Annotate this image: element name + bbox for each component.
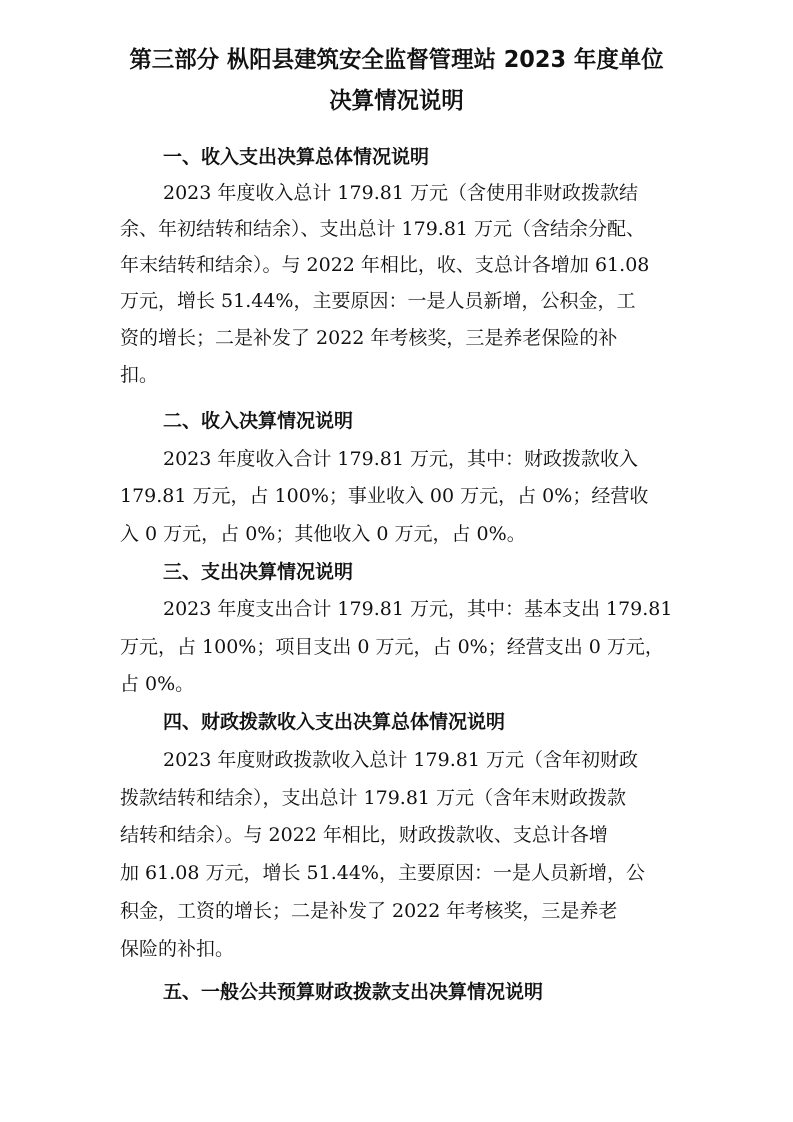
section-1-line-6: 扣。	[120, 364, 159, 386]
section-4-line-6: 保险的补扣。	[120, 938, 235, 960]
section-1-line-1: 2023 年度收入总计 179.81 万元（含使用非财政拨款结	[163, 182, 638, 204]
section-2-line-3: 入 0 万元，占 0%；其他收入 0 万元，占 0%。	[120, 523, 526, 545]
section-4-line-2: 拨款结转和结余），支出总计 179.81 万元（含年末财政拨款	[120, 787, 627, 809]
section-1-line-5: 资的增长；二是补发了 2022 年考核奖，三是养老保险的补	[120, 327, 618, 349]
section-1-line-3: 年末结转和结余）。与 2022 年相比，收、支总计各增加 61.08	[120, 254, 650, 276]
section-4-line-3: 结转和结余）。与 2022 年相比，财政拨款收、支总计各增	[120, 824, 608, 846]
page-title-line-2: 决算情况说明	[329, 88, 464, 114]
section-4-line-1: 2023 年度财政拨款收入总计 179.81 万元（含年初财政	[163, 749, 638, 771]
section-3-line-1: 2023 年度支出合计 179.81 万元，其中：基本支出 179.81	[163, 598, 673, 620]
section-heading-1: 一、收入支出决算总体情况说明	[163, 146, 430, 168]
section-1-line-2: 余、年初结转和结余）、支出总计 179.81 万元（含结余分配、	[120, 218, 646, 240]
section-1-line-4: 万元，增长 51.44%，主要原因：一是人员新增，公积金，工	[120, 290, 636, 312]
section-heading-4: 四、财政拨款收入支出决算总体情况说明	[163, 711, 506, 733]
section-3-line-3: 占 0%。	[120, 673, 195, 695]
section-heading-5: 五、一般公共预算财政拨款支出决算情况说明	[163, 981, 544, 1003]
section-4-line-5: 积金，工资的增长；二是补发了 2022 年考核奖，三是养老	[120, 900, 618, 922]
section-4-line-4: 加 61.08 万元，增长 51.44%，主要原因：一是人员新增，公	[120, 862, 645, 884]
section-heading-3: 三、支出决算情况说明	[163, 561, 354, 583]
page-title-line-1: 第三部分 枞阳县建筑安全监督管理站 2023 年度单位	[129, 47, 664, 73]
section-2-line-2: 179.81 万元，占 100%；事业收入 00 万元，占 0%；经营收	[120, 485, 649, 507]
section-3-line-2: 万元，占 100%；项目支出 0 万元，占 0%；经营支出 0 万元，	[120, 636, 664, 658]
section-heading-2: 二、收入决算情况说明	[163, 410, 354, 432]
section-2-line-1: 2023 年度收入合计 179.81 万元，其中：财政拨款收入	[163, 448, 638, 470]
